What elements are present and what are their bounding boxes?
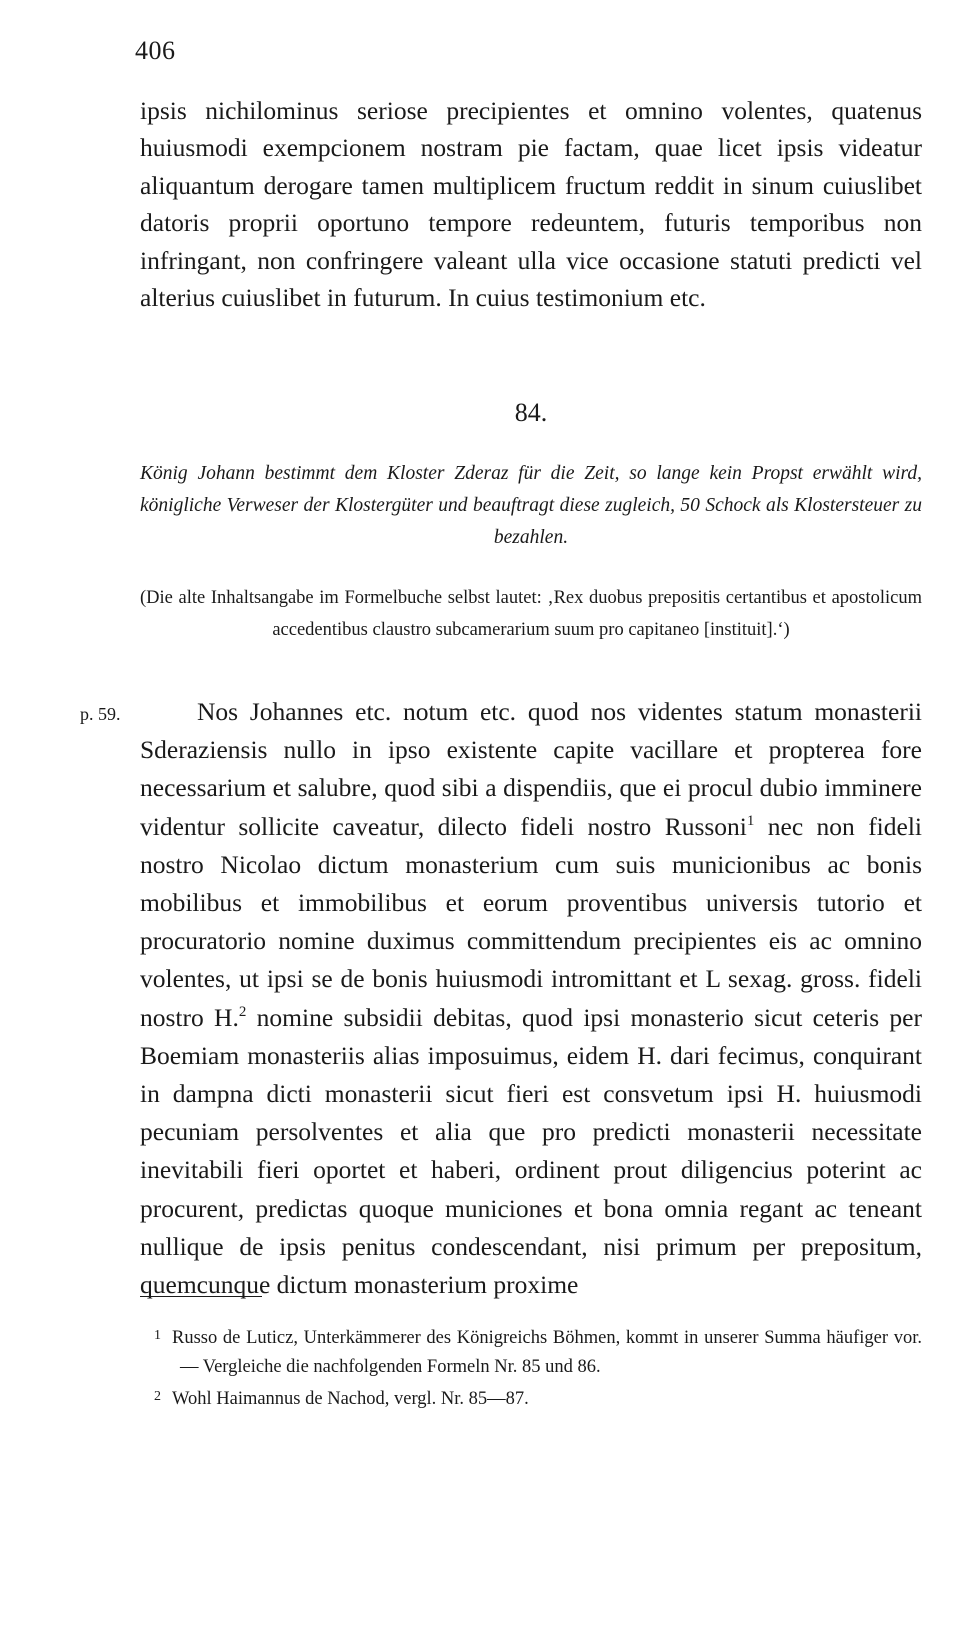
document-text-part-1: Nos Johannes etc. notum etc. quod nos videntes statum monasterii Sderaziensis nullo in ipso existente capite vacillare et propterea fore necessarium et salubre, quod sibi a dispendiis, que ei procul dubio imminere videntur sollicite caveatur, dilecto fideli nostro Russoni: [140, 697, 922, 841]
document-text-part-3: nomine subsidii debitas, quod ipsi monasterio sicut ceteris per Boemiam monasteriis alias imposuimus, eidem H. dari fecimus, conquirant in dampna dicti monasterii sicut fieri est consvetum ipsi H. huiusmodi pecuniam persolventes et alia que pro predicti monasterii necessitate inevitabili fieri oportet et haberi, ordinent prout diligencius poterint ac procurent, predictas quoque municiones et bona omnia regant ac teneant nullique de ipsis penitus condescendant, nisi primum per prepositum, quemcunque dictum monasterium proxime: [140, 1002, 922, 1300]
continuation-paragraph: ipsis nichilominus seriose precipientes et omnino volentes, quatenus huiusmodi exempcionem nostram pie factam, quae licet ipsis videatur aliquantum derogare tamen multiplicem fructum reddit in sinum cuiuslibet datoris proprii oportuno tempore redeuntem, futuris temporibus non infringant, non confringere valeant ulla vice occasione statuti predicti vel alterius cuiuslibet in futurum. In cuius testimonium etc.: [140, 96, 922, 313]
footnotes: [140, 1321, 922, 1414]
document-text: [140, 693, 922, 1304]
document-text-part-2: nec non fideli nostro Nicolao dictum monasterium cum suis municionibus ac bonis mobilibus et immobilibus et eorum proventibus universis tutorio et procuratorio nomine duximus committendum precipientes eis ac omnino volentes, ut ipsi se de bonis huiusmodi intromittant et L sexag. gross. fideli nostro H.: [140, 811, 923, 1032]
footnote-text: Russo de Luticz, Unterkämmerer des Königreichs Böhmen, kommt in unserer Summa häufiger vor. — Vergleiche die nachfolgenden Formeln Nr. 85 und 86.: [172, 1328, 922, 1377]
document-regest: König Johann bestimmt dem Kloster Zderaz für die Zeit, so lange kein Propst erwählt wird, königliche Verweser der Klostergüter und beauftragt diese zugleich, 50 Schock als Klostersteuer zu bezahlen.: [140, 463, 922, 548]
footnote-text: Wohl Haimannus de Nachod, vergl. Nr. 85—87.: [172, 1389, 529, 1409]
footnote-reference-2: 2: [238, 1003, 247, 1020]
page-number: 406: [135, 36, 176, 65]
footnote-rule: [140, 1296, 262, 1297]
document-number: 84.: [514, 398, 548, 427]
footnote-mark: 2: [154, 1389, 161, 1404]
margin-page-reference: p. 59.: [80, 704, 121, 724]
footnote-2: [140, 1382, 922, 1414]
formelbuch-note: (Die alte Inhaltsangabe im Formelbuche selbst lautet: ‚Rex duobus prepositis certantibus et apostolicum accedentibus claustro subcamerarium suum pro capitaneo [instituit].‘): [140, 588, 922, 640]
footnote-1: [140, 1321, 922, 1382]
footnote-mark: 1: [154, 1328, 161, 1343]
footnote-reference-1: 1: [746, 812, 755, 829]
